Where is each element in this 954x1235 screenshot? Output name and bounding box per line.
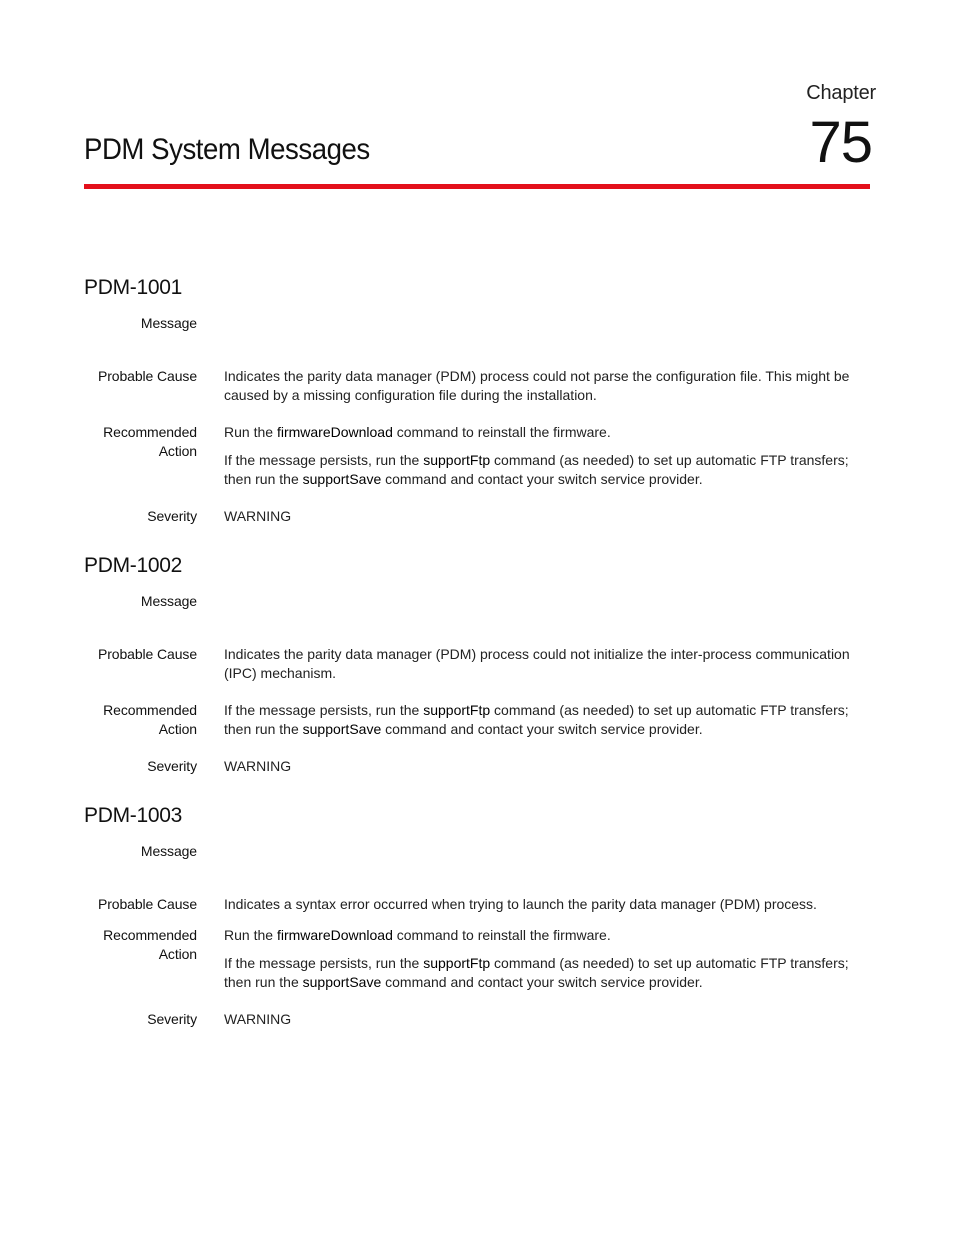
recommended-action-text xyxy=(224,701,870,739)
command-supportsave: supportSave xyxy=(302,721,382,737)
recommended-action-label xyxy=(84,701,197,739)
action-paragraph xyxy=(224,451,870,489)
recommended-action-label xyxy=(84,926,197,964)
section-heading: PDM-1001 xyxy=(84,276,182,299)
message-row xyxy=(84,592,870,645)
action-text: Run the xyxy=(224,424,277,440)
command-firmwaredownload: firmwareDownload xyxy=(276,424,393,440)
probable-cause-row xyxy=(84,895,870,914)
action-text: command and contact your switch service provider. xyxy=(381,721,703,737)
command-supportftp: supportFtp xyxy=(423,955,491,971)
severity-value: WARNING xyxy=(224,1011,292,1027)
message-row xyxy=(84,314,870,367)
action-text: command to reinstall the firmware. xyxy=(392,424,611,440)
recommended-label: Recommended xyxy=(103,424,197,440)
probable-cause-row xyxy=(84,645,870,683)
severity-value: WARNING xyxy=(224,758,292,774)
action-text: If the message persists, run the xyxy=(224,955,424,971)
section-heading: PDM-1002 xyxy=(84,554,182,577)
title-rule xyxy=(84,184,870,189)
chapter-number: 75 xyxy=(809,110,872,175)
message-label: Message xyxy=(140,593,197,609)
section-pdm-1002 xyxy=(84,550,870,776)
action-label: Action xyxy=(158,946,197,962)
severity-label: Severity xyxy=(147,508,197,524)
action-paragraph xyxy=(224,954,870,992)
probable-cause-label: Probable Cause xyxy=(98,368,197,384)
action-text: command (as needed) to set up automatic FTP transfers; then run the xyxy=(224,452,849,487)
action-text: command (as needed) to set up automatic FTP transfers; then run the xyxy=(224,702,849,737)
page-title: PDM System Messages xyxy=(84,133,370,166)
command-supportftp: supportFtp xyxy=(423,452,491,468)
action-paragraph xyxy=(224,423,870,442)
probable-cause-label: Probable Cause xyxy=(98,896,197,912)
severity-row xyxy=(84,507,870,526)
command-supportftp: supportFtp xyxy=(423,702,491,718)
action-text: If the message persists, run the xyxy=(224,702,424,718)
command-supportsave: supportSave xyxy=(302,471,382,487)
message-label: Message xyxy=(140,315,197,331)
action-text: command to reinstall the firmware. xyxy=(392,927,611,943)
command-supportsave: supportSave xyxy=(302,974,382,990)
action-paragraph xyxy=(224,926,870,945)
probable-cause-row xyxy=(84,367,870,405)
message-label: Message xyxy=(140,843,197,859)
recommended-label: Recommended xyxy=(103,702,197,718)
severity-label: Severity xyxy=(147,1011,197,1027)
recommended-action-text xyxy=(224,423,870,489)
probable-cause-label: Probable Cause xyxy=(98,646,197,662)
severity-row xyxy=(84,757,870,776)
action-label: Action xyxy=(158,443,197,459)
recommended-action-text xyxy=(224,926,870,992)
chapter-label: Chapter xyxy=(806,82,876,104)
action-paragraph xyxy=(224,701,870,739)
command-firmwaredownload: firmwareDownload xyxy=(276,927,393,943)
probable-cause-text: Indicates the parity data manager (PDM) process could not initialize the inter-process communication (IPC) mechanism. xyxy=(224,646,850,681)
action-text: command (as needed) to set up automatic FTP transfers; then run the xyxy=(224,955,849,990)
recommended-action-row xyxy=(84,423,870,489)
severity-value: WARNING xyxy=(224,508,292,524)
action-label: Action xyxy=(158,721,197,737)
severity-label: Severity xyxy=(147,758,197,774)
recommended-action-row xyxy=(84,701,870,739)
content xyxy=(84,272,870,1053)
action-text: command and contact your switch service provider. xyxy=(381,974,703,990)
section-pdm-1003 xyxy=(84,800,870,1029)
probable-cause-text: Indicates a syntax error occurred when trying to launch the parity data manager (PDM) process. xyxy=(224,896,817,912)
recommended-action-row xyxy=(84,926,870,992)
severity-row xyxy=(84,1010,870,1029)
section-heading: PDM-1003 xyxy=(84,804,182,827)
action-text: Run the xyxy=(224,927,277,943)
section-pdm-1001 xyxy=(84,272,870,526)
recommended-label: Recommended xyxy=(103,927,197,943)
recommended-action-label xyxy=(84,423,197,461)
message-row xyxy=(84,842,870,895)
action-text: command and contact your switch service provider. xyxy=(381,471,703,487)
probable-cause-text: Indicates the parity data manager (PDM) process could not parse the configuration file. This might be caused by a missing configuration file during the installation. xyxy=(224,368,850,403)
action-text: If the message persists, run the xyxy=(224,452,424,468)
